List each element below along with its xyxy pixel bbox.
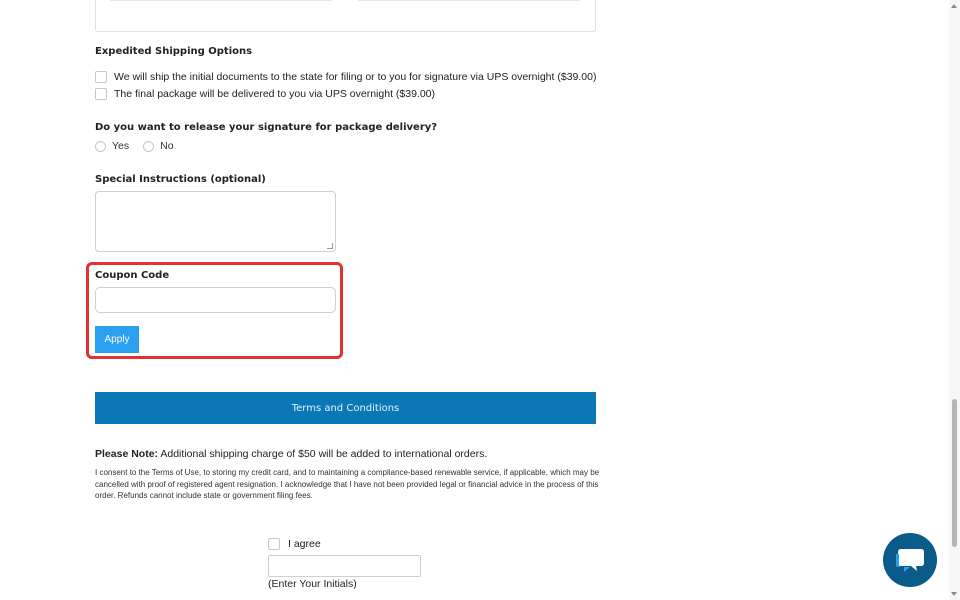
radio-yes[interactable]: [95, 141, 106, 152]
previous-section-box: [95, 0, 596, 32]
shipping-note: [95, 448, 487, 460]
coupon-code-heading: Coupon Code: [95, 270, 170, 281]
signature-release-heading: Do you want to release your signature for package delivery?: [95, 122, 438, 133]
note-label: Please Note:: [95, 448, 159, 460]
previous-field-edge: [110, 0, 332, 1]
resize-grip-icon[interactable]: [327, 243, 333, 249]
initials-input[interactable]: [268, 555, 421, 577]
expedited-shipping-heading: Expedited Shipping Options: [95, 46, 253, 57]
agree-row[interactable]: [268, 538, 321, 550]
terms-and-conditions-bar[interactable]: Terms and Conditions: [95, 392, 596, 424]
apply-coupon-button[interactable]: Apply: [95, 326, 139, 353]
chat-widget-button[interactable]: [883, 533, 937, 587]
scroll-down-arrow-icon[interactable]: [951, 592, 957, 596]
signature-release-radio-group: [95, 140, 188, 152]
expedited-option-initial[interactable]: [95, 71, 596, 83]
coupon-code-input[interactable]: [95, 287, 336, 313]
radio-no[interactable]: [143, 141, 154, 152]
radio-yes-label: Yes: [112, 140, 130, 152]
special-instructions-heading: Special Instructions (optional): [95, 174, 266, 185]
note-text: Additional shipping charge of $50 will be added to international orders.: [158, 448, 488, 460]
chat-bubble-icon: [894, 546, 926, 574]
previous-field-edge: [358, 0, 580, 1]
expedited-option-final[interactable]: [95, 88, 435, 100]
expedited-option-label: The final package will be delivered to you via UPS overnight ($39.00): [114, 88, 436, 100]
scroll-up-arrow-icon[interactable]: [951, 4, 957, 8]
expedited-option-label: We will ship the initial documents to the state for filing or to you for signature via UPS overnight ($39.00): [114, 71, 597, 83]
consent-text: I consent to the Terms of Use, to storing my credit card, and to maintaining a compliance-based renewable service, if applicable, which may be cancelled with proof of registered agent resignation. I acknowledge that I have not been provided legal or financial advice in the process of this order. Refunds cannot include state or government filing fees.: [95, 468, 600, 500]
checkbox[interactable]: [95, 71, 107, 83]
checkbox[interactable]: [95, 88, 107, 100]
special-instructions-textarea[interactable]: [95, 191, 336, 252]
initials-caption: (Enter Your Initials): [268, 578, 357, 590]
scrollbar-thumb[interactable]: [952, 399, 957, 547]
radio-no-label: No: [160, 140, 174, 152]
agree-checkbox[interactable]: [268, 538, 280, 550]
agree-label: I agree: [288, 538, 321, 550]
